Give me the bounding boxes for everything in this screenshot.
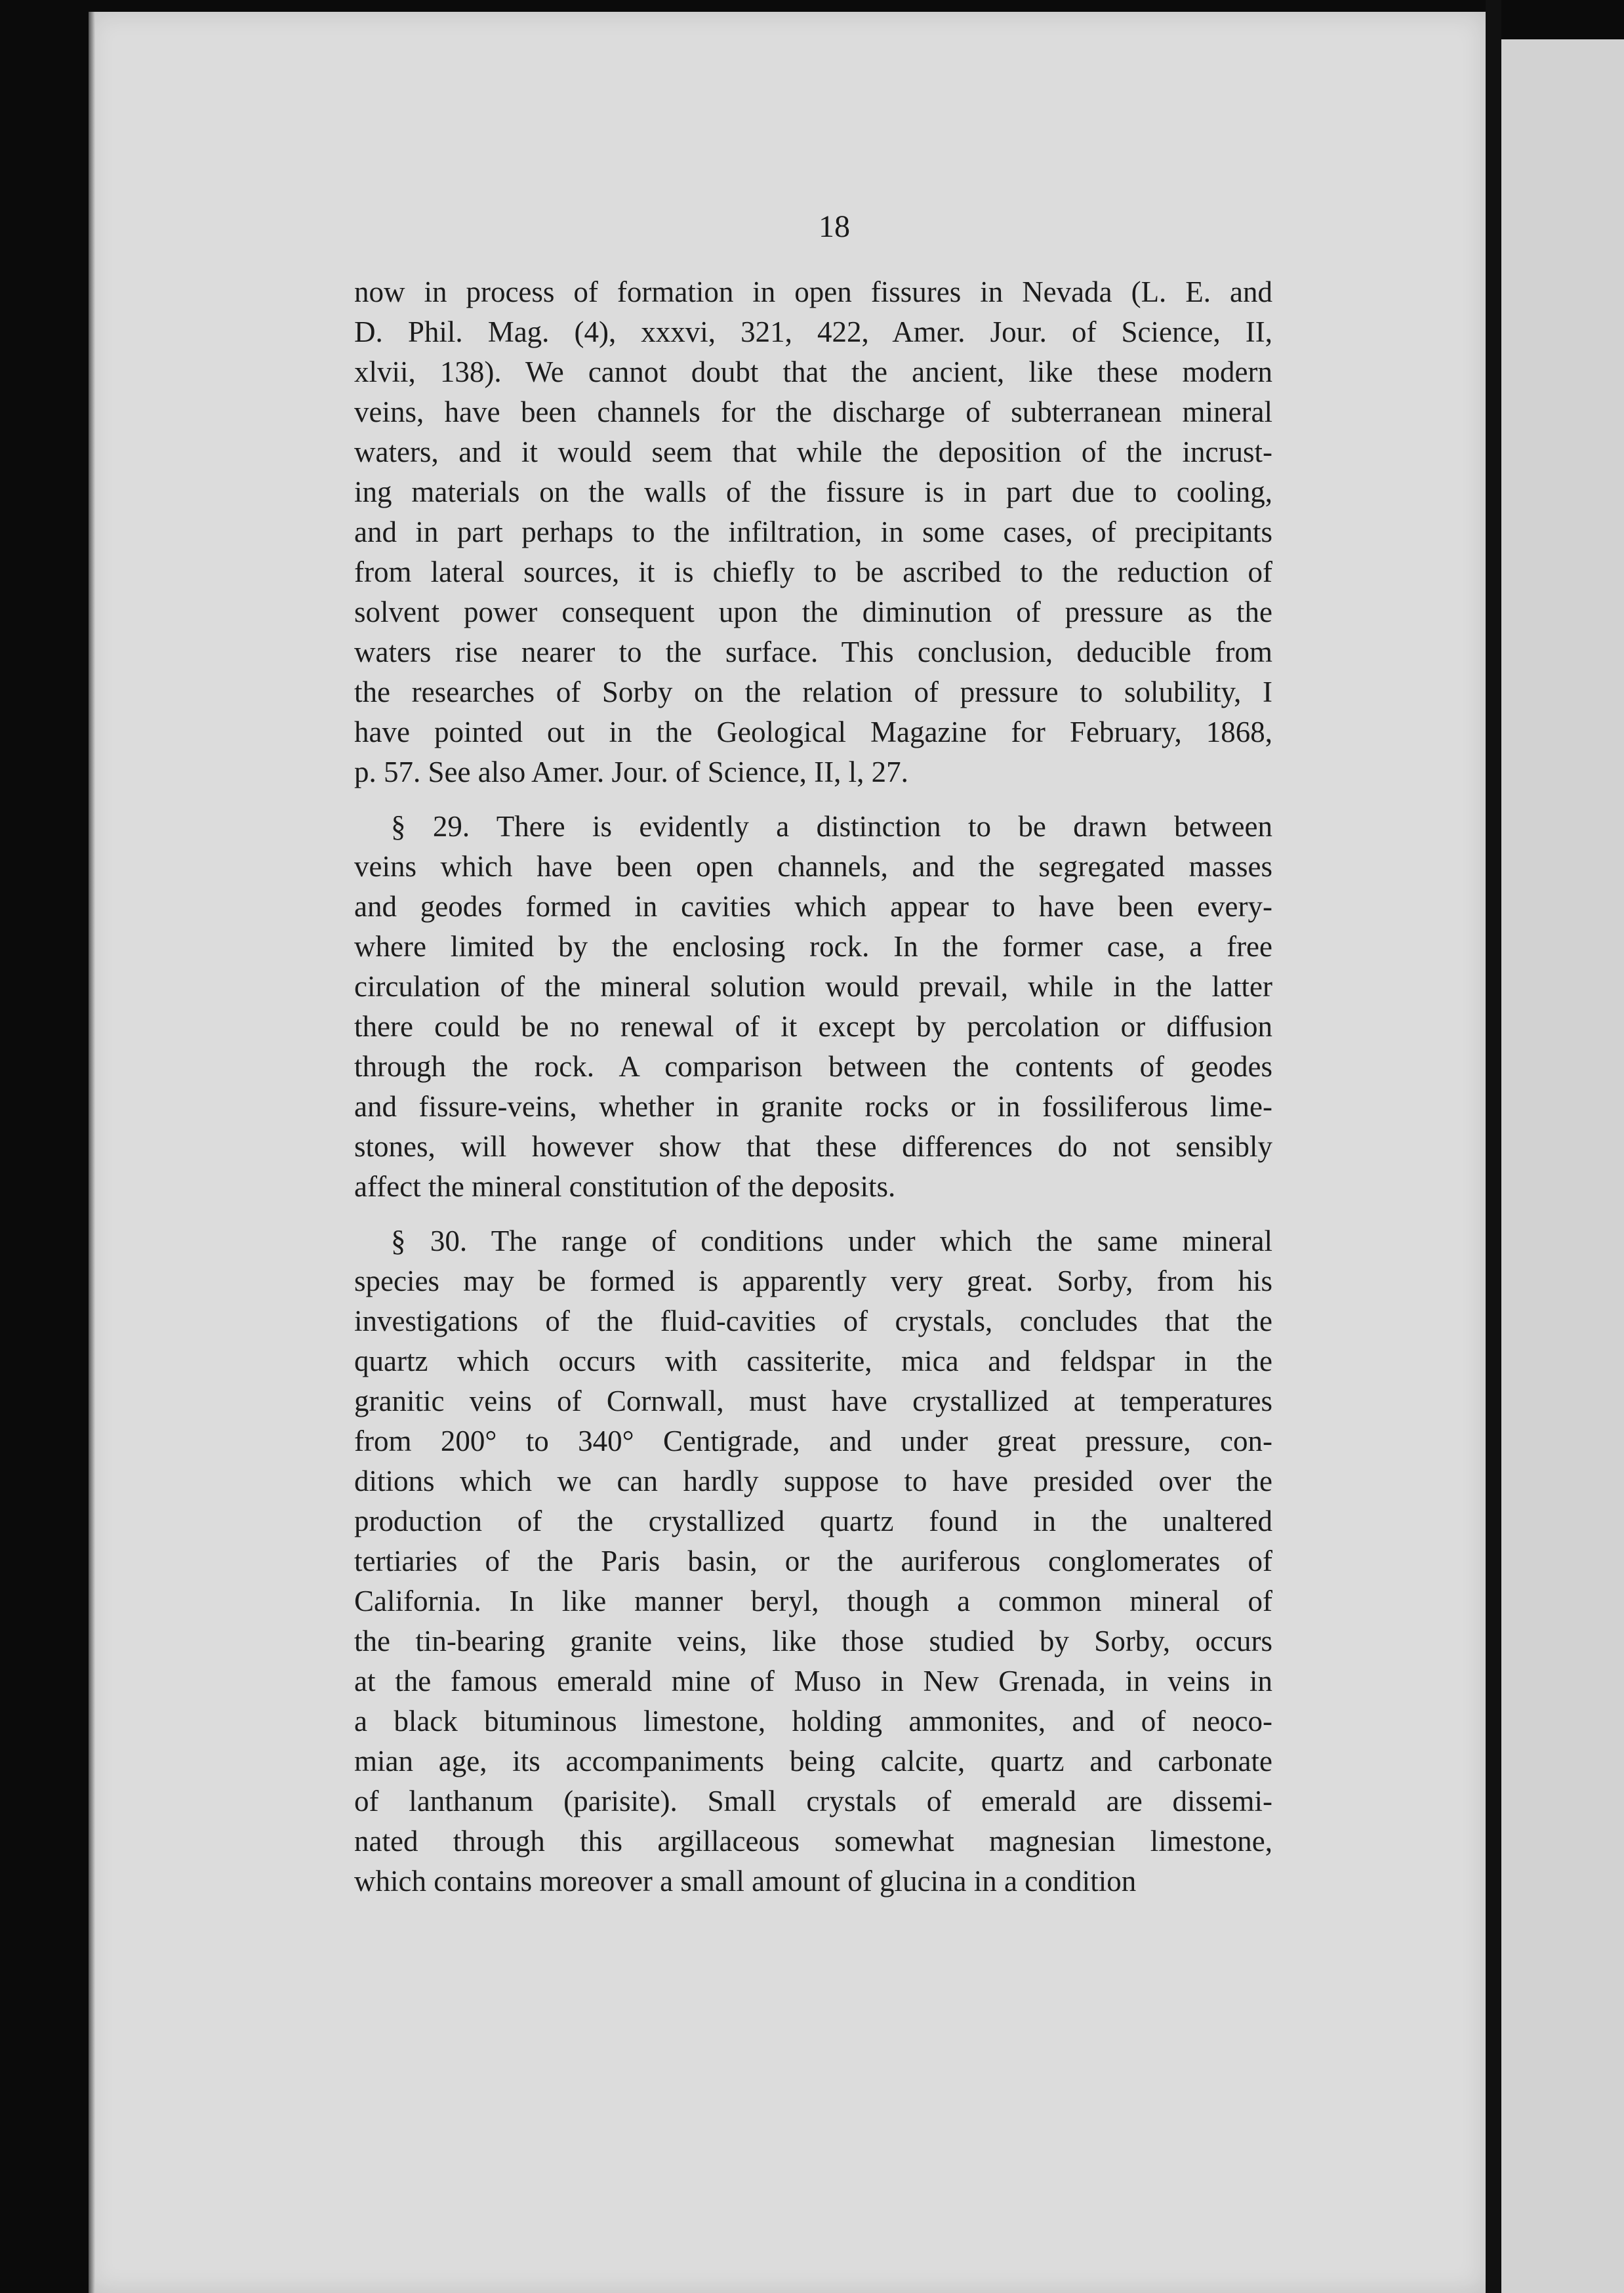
text-line: nated through this argillaceous somewhat magnesian limestone, [354,1825,1272,1857]
text-line: the tin-bearing granite veins, like those studied by Sorby, occurs [354,1625,1272,1657]
text-line: tertiaries of the Paris basin, or the auriferous conglomerates of [354,1545,1272,1577]
text-line: p. 57. See also Amer. Jour. of Science, II, l, 27. [354,756,908,788]
text-line: and geodes formed in cavities which appear to have been every- [354,890,1272,923]
text-line: where limited by the enclosing rock. In the former case, a free [354,930,1272,963]
text-line: and in part perhaps to the infiltration, in some cases, of precipitants [354,516,1272,548]
text-line: D. Phil. Mag. (4), xxxvi, 321, 422, Amer. Jour. of Science, II, [354,315,1272,348]
text-line: mian age, its accompaniments being calcite, quartz and carbonate [354,1745,1272,1777]
text-line: which contains moreover a small amount of glucina in a condition [354,1865,1137,1897]
body-text [354,272,1272,1901]
text-line: there could be no renewal of it except by percolation or diffusion [354,1010,1272,1043]
text-line: waters rise nearer to the surface. This conclusion, deducible from [354,636,1272,668]
adjacent-page-edge [1501,39,1624,2293]
paragraph [354,807,1272,1207]
page-left-edge [89,12,95,2293]
text-line: through the rock. A comparison between the contents of geodes [354,1050,1272,1083]
page-number: 18 [819,209,850,244]
text-line: and fissure-veins, whether in granite rocks or in fossiliferous lime- [354,1090,1272,1123]
text-line: stones, will however show that these differences do not sensibly [354,1130,1272,1163]
text-line: § 29. There is evidently a distinction to be drawn between [391,810,1272,843]
text-line: at the famous emerald mine of Muso in New Grenada, in veins in [354,1665,1272,1697]
text-line: § 30. The range of conditions under which the same mineral [391,1225,1272,1257]
text-line: of lanthanum (parisite). Small crystals of emerald are dissemi- [354,1785,1272,1817]
text-line: investigations of the fluid-cavities of crystals, concludes that the [354,1305,1272,1337]
text-line: veins, have been channels for the discharge of subterranean mineral [354,396,1272,428]
text-line: ditions which we can hardly suppose to have presided over the [354,1465,1272,1497]
text-line: granitic veins of Cornwall, must have crystallized at temperatures [354,1385,1272,1417]
text-line: production of the crystallized quartz found in the unaltered [354,1505,1272,1537]
text-line: the researches of Sorby on the relation of pressure to solubility, I [354,676,1272,708]
text-line: waters, and it would seem that while the deposition of the incrust- [354,436,1272,468]
binding-gutter [1486,0,1501,2293]
text-line: now in process of formation in open fissures in Nevada (L. E. and [354,275,1272,308]
text-line: quartz which occurs with cassiterite, mica and feldspar in the [354,1345,1272,1377]
text-line: have pointed out in the Geological Magazine for February, 1868, [354,716,1272,748]
text-line: ing materials on the walls of the fissure is in part due to cooling, [354,476,1272,508]
text-line: affect the mineral constitution of the deposits. [354,1170,896,1203]
paragraph [354,272,1272,792]
text-line: species may be formed is apparently very great. Sorby, from his [354,1265,1272,1297]
text-line: California. In like manner beryl, though a common mineral of [354,1585,1272,1617]
text-line: veins which have been open channels, and the segregated masses [354,850,1272,883]
text-line: xlvii, 138). We cannot doubt that the ancient, like these modern [354,355,1272,388]
paragraph [354,1221,1272,1901]
text-line: from lateral sources, it is chiefly to be ascribed to the reduction of [354,556,1272,588]
text-line: a black bituminous limestone, holding ammonites, and of neoco- [354,1705,1272,1737]
text-line: from 200° to 340° Centigrade, and under great pressure, con- [354,1425,1272,1457]
text-line: solvent power consequent upon the diminution of pressure as the [354,596,1272,628]
text-line: circulation of the mineral solution would prevail, while in the latter [354,970,1272,1003]
